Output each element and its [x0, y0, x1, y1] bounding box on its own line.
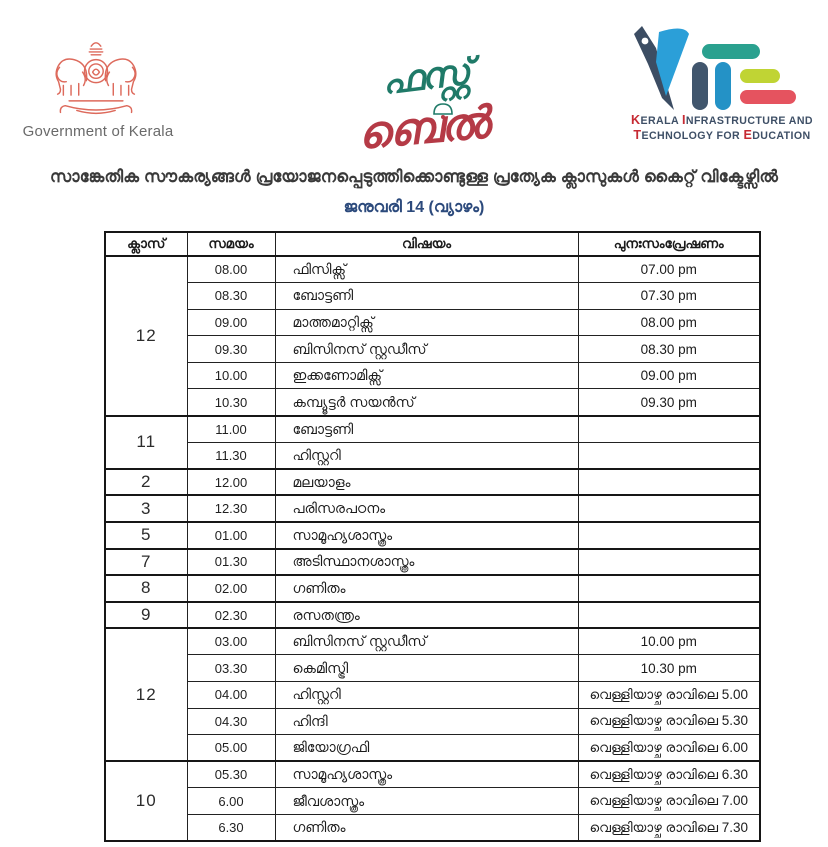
rebroadcast-cell: 08.30 pm — [578, 336, 760, 363]
kite-caption-line1 — [618, 114, 826, 129]
time-cell: 08.00 — [187, 256, 275, 283]
subject-cell: അടിസ്ഥാനശാസ്ത്രം — [275, 549, 578, 576]
rebroadcast-cell — [578, 469, 760, 496]
rebroadcast-cell: 08.00 pm — [578, 309, 760, 336]
rebroadcast-cell — [578, 602, 760, 629]
subject-cell: മാത്തമാറ്റിക്സ് — [275, 309, 578, 336]
table-row — [105, 336, 760, 363]
kite-caption-text: DUCATION — [752, 129, 811, 142]
table-row — [105, 735, 760, 762]
kite-bar-lime — [740, 69, 780, 83]
table-row — [105, 309, 760, 336]
table-row — [105, 761, 760, 788]
rebroadcast-cell: 07.30 pm — [578, 283, 760, 310]
kite-caption-text: NFRASTRUCTURE — [685, 115, 789, 127]
subject-cell: കെമിസ്ട്രി — [275, 655, 578, 682]
table-row — [105, 283, 760, 310]
rebroadcast-cell: വെള്ളിയാഴ്ച രാവിലെ 5.00 — [578, 682, 760, 709]
kite-caption-text: FOR — [716, 129, 744, 142]
rebroadcast-cell: 09.00 pm — [578, 362, 760, 389]
kite-bar-blue — [715, 62, 731, 110]
time-cell: 03.30 — [187, 655, 275, 682]
kite-caption-line2 — [618, 129, 826, 144]
time-cell: 12.00 — [187, 469, 275, 496]
subject-cell: പരിസരപഠനം — [275, 495, 578, 522]
rebroadcast-cell — [578, 416, 760, 443]
subject-cell: ഹിന്ദി — [275, 708, 578, 735]
rebroadcast-cell: വെള്ളിയാഴ്ച രാവിലെ 7.30 — [578, 814, 760, 841]
table-row — [105, 362, 760, 389]
table-row — [105, 416, 760, 443]
table-row — [105, 788, 760, 815]
subject-cell: ഹിസ്റ്ററി — [275, 682, 578, 709]
rebroadcast-cell — [578, 549, 760, 576]
time-cell: 09.30 — [187, 336, 275, 363]
class-cell: 8 — [105, 575, 187, 602]
government-of-kerala-label: Government of Kerala — [22, 123, 174, 140]
class-cell: 11 — [105, 416, 187, 469]
kite-caption-text: T — [633, 127, 642, 142]
rebroadcast-cell — [578, 442, 760, 469]
table-row — [105, 655, 760, 682]
table-row — [105, 708, 760, 735]
first-bell-logo — [356, 50, 516, 168]
table-row — [105, 256, 760, 283]
date-line: ജനുവരി 14 (വ്യാഴം) — [343, 199, 485, 216]
kite-caption-text: E — [743, 127, 753, 142]
class-cell: 3 — [105, 495, 187, 522]
kite-caption-text: K — [631, 113, 641, 127]
table-row — [105, 628, 760, 655]
rebroadcast-cell: 07.00 pm — [578, 256, 760, 283]
kite-caption-text: AND — [788, 115, 813, 127]
kite-caption-text: ERALA — [640, 115, 682, 127]
subject-cell: സാമൂഹ്യശാസ്ത്രം — [275, 761, 578, 788]
time-cell: 01.30 — [187, 549, 275, 576]
kite-logo-icon — [626, 24, 802, 114]
subject-cell: ബിസിനസ് സ്റ്റഡീസ് — [275, 336, 578, 363]
table-row — [105, 495, 760, 522]
time-cell: 01.00 — [187, 522, 275, 549]
subject-cell: ബോട്ടണി — [275, 283, 578, 310]
first-bell-word-bell: ബെൽ — [356, 98, 490, 159]
rebroadcast-cell: 09.30 pm — [578, 389, 760, 416]
rebroadcast-cell: വെള്ളിയാഴ്ച രാവിലെ 6.30 — [578, 761, 760, 788]
timetable — [104, 231, 761, 842]
subject-cell: ഗണിതം — [275, 814, 578, 841]
table-row — [105, 389, 760, 416]
subject-cell: ജിയോഗ്രഫി — [275, 735, 578, 762]
class-cell: 10 — [105, 761, 187, 841]
column-header-time: സമയം — [187, 232, 275, 256]
rebroadcast-cell: വെള്ളിയാഴ്ച രാവിലെ 6.00 — [578, 735, 760, 762]
kerala-emblem-icon — [48, 26, 144, 122]
time-cell: 05.30 — [187, 761, 275, 788]
kite-caption — [618, 114, 826, 143]
subject-cell: ജീവശാസ്ത്രം — [275, 788, 578, 815]
time-cell: 11.00 — [187, 416, 275, 443]
kite-logo — [626, 24, 818, 146]
time-cell: 09.00 — [187, 309, 275, 336]
time-cell: 12.30 — [187, 495, 275, 522]
time-cell: 02.30 — [187, 602, 275, 629]
table-row — [105, 442, 760, 469]
table-row — [105, 522, 760, 549]
rebroadcast-cell: 10.00 pm — [578, 628, 760, 655]
time-cell: 10.30 — [187, 389, 275, 416]
kite-bar-teal — [702, 44, 760, 59]
table-row — [105, 549, 760, 576]
column-header-subject: വിഷയം — [275, 232, 578, 256]
page-title: സാങ്കേതിക സൗകര്യങ്ങൾ പ്രയോജനപ്പെടുത്തിക്കൊണ്ടുള്ള പ്രത്യേക ക്ലാസുകൾ കൈറ്റ് വിക്ടേഴ്സിൽ — [49, 168, 779, 186]
table-header-row — [105, 232, 760, 256]
subject-cell: ബിസിനസ് സ്റ്റഡീസ് — [275, 628, 578, 655]
rebroadcast-cell: 10.30 pm — [578, 655, 760, 682]
column-header-class: ക്ലാസ് — [105, 232, 187, 256]
time-cell: 6.00 — [187, 788, 275, 815]
time-cell: 11.30 — [187, 442, 275, 469]
table-row — [105, 575, 760, 602]
table-row — [105, 814, 760, 841]
kite-bar-red — [740, 90, 796, 104]
table-row — [105, 682, 760, 709]
rebroadcast-cell — [578, 522, 760, 549]
time-cell: 08.30 — [187, 283, 275, 310]
class-cell: 5 — [105, 522, 187, 549]
time-cell: 04.30 — [187, 708, 275, 735]
subject-cell: സാമൂഹ്യശാസ്ത്രം — [275, 522, 578, 549]
time-cell: 10.00 — [187, 362, 275, 389]
kite-caption-text: I — [681, 113, 686, 127]
class-cell: 2 — [105, 469, 187, 496]
table-row — [105, 469, 760, 496]
time-cell: 02.00 — [187, 575, 275, 602]
subject-cell: മലയാളം — [275, 469, 578, 496]
class-cell: 12 — [105, 256, 187, 416]
subject-cell: ഫിസിക്സ് — [275, 256, 578, 283]
class-cell: 7 — [105, 549, 187, 576]
subject-cell: ബോട്ടണി — [275, 416, 578, 443]
first-bell-word-first: ഫസ്റ്റ് — [379, 50, 471, 103]
time-cell: 03.00 — [187, 628, 275, 655]
time-cell: 05.00 — [187, 735, 275, 762]
class-cell: 9 — [105, 602, 187, 629]
kite-bar-slate — [692, 62, 708, 110]
subject-cell: ഇക്കണോമിക്സ് — [275, 362, 578, 389]
time-cell: 04.00 — [187, 682, 275, 709]
rebroadcast-cell: വെള്ളിയാഴ്ച രാവിലെ 7.00 — [578, 788, 760, 815]
subject-cell: ഹിസ്റ്ററി — [275, 442, 578, 469]
subject-cell: ഗണിതം — [275, 575, 578, 602]
time-cell: 6.30 — [187, 814, 275, 841]
rebroadcast-cell — [578, 575, 760, 602]
class-cell: 12 — [105, 628, 187, 761]
rebroadcast-cell — [578, 495, 760, 522]
subject-cell: രസതന്ത്രം — [275, 602, 578, 629]
subject-cell: കമ്പ്യൂട്ടർ സയൻസ് — [275, 389, 578, 416]
column-header-rebroadcast: പുനഃസംപ്രേഷണം — [578, 232, 760, 256]
table-row — [105, 602, 760, 629]
kite-caption-text: ECHNOLOGY — [641, 129, 717, 142]
rebroadcast-cell: വെള്ളിയാഴ്ച രാവിലെ 5.30 — [578, 708, 760, 735]
